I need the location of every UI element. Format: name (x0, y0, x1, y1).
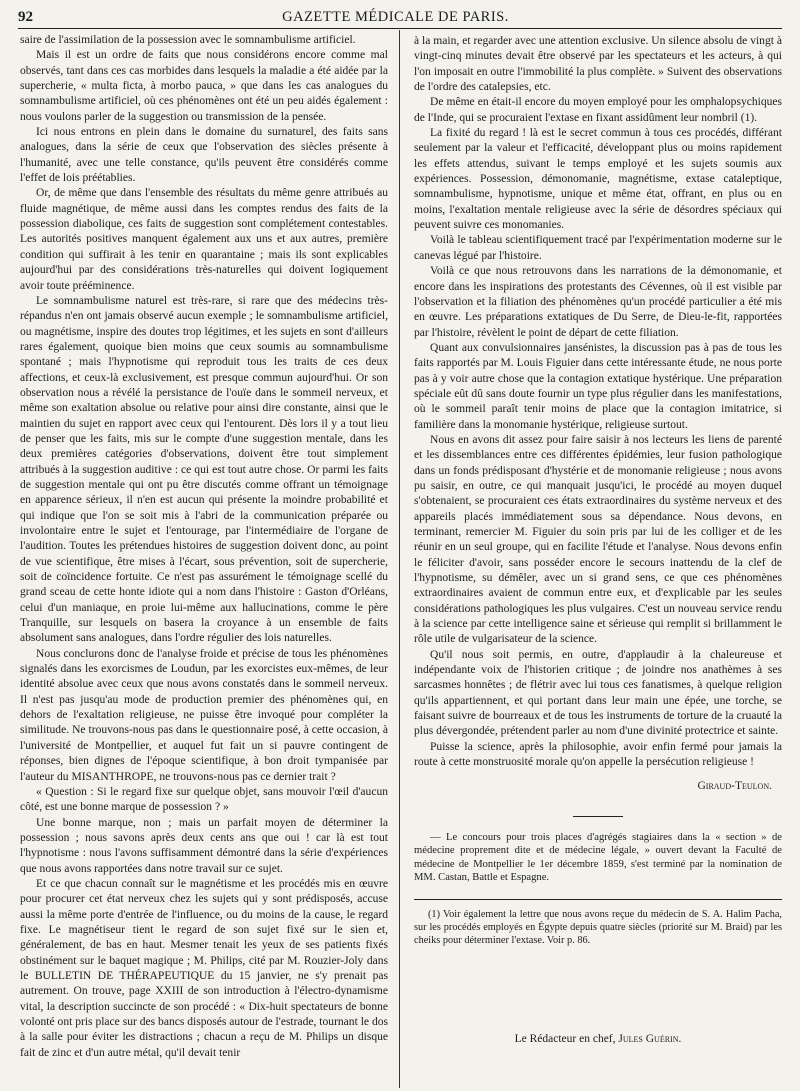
announcement: — Le concours pour trois places d'agrégés stagiaires dans la « section » de médecine proprement dite et de médecine légale, » ouvert devant la Faculté de médecine de Montpellier le 1er décembre 1859, s'est terminé par la nomination de MM. Castan, Battle et Espagne. (414, 831, 782, 884)
right-column (414, 34, 782, 947)
page-number: 92 (18, 8, 33, 25)
author-signature: Giraud-Teulon. (697, 779, 772, 792)
paragraph: Le somnambulisme naturel est très-rare, si rare que des médecins très-répandus n'en ont jamais observé aucun exemple ; le somnambulisme artificiel, ou magnétisme, inspire des doutes trop légitimes, et les sujets en sont d'ailleurs rares également, quoique bien moins que ceux soumis au somnambulisme spontané ; mais l'hypnotisme qui reproduit tous les traits de ces deux affections, et ceux-là exclusivement, est presque commun aujourd'hui. Or son observation nous a révélé la persistance de l'ouïe dans le sommeil nerveux, et même son exaltation absolue ou relative pour ainsi dire constante, ainsi que le maintien du sujet en rapport avec ceux qui l'entourent. Dès lors il y a tout lieu de penser que les faits, mis sur le compte d'une suggestion mentale, dans les deux premières catégories d'observations, doivent être tout simplement attribués à la suggestion auditive : ce qui est tout autre chose. Or parmi les faits de suggestion mentale qui ont pu être discutés comme offrant un témoignage en apparence sérieux, il n'en est aucun qui présente la moindre probabilité et qui indique que l'on se soit mis à l'abri de la communication préparée ou involontaire entre le sujet et l'entourage, par l'intermédiaire de l'organe de l'audition. Toutes les prétendues histoires de suggestion doivent donc, au point de vue scientifique, être mises à l'écart, sous prévention, soit de supercherie, soit de coïncidence fortuite. Ce n'est pas assurément le témoignage scellé du grand sceau de cette honte idiote qui a nom dans l'histoire : Gaston d'Orléans, celui d'un maniaque, en proie lui-même aux hallucinations, comme le père Tranquille, sur lesquels on basera la croyance à un ensemble de faits absolument sans analogues, dans l'ordre régulier des lois naturelles. (20, 294, 388, 645)
paragraph: Une bonne marque, non ; mais un parfait moyen de déterminer la possession ; nous savons après deux cents ans que oui ! car là est tout l'hypnotisme : nous l'avons suffisamment démontré dans la série d'expériences que nous avons rapportées dans notre travail sur ce sujet. (20, 816, 388, 875)
paragraph: Voilà ce que nous retrouvons dans les narrations de la démonomanie, et encore dans les inspirations des protestants des Cévennes, où il est visible par l'observation et la filiation des phénomènes qu'un procédé particulier a été mis en œuvre. Les préparations extatiques de Du Serre, de Dieu-le-fit, rapportées par l'histoire, révèlent le point de départ de cette filiation. (414, 265, 782, 339)
paragraph: Quant aux convulsionnaires jansénistes, la discussion pas à pas de tous les faits rapportés par M. Louis Figuier dans cette intéressante étude, ne nous porte pas à y voir autre chose que la contagion extatique hystérique. Une préparation spéciale eût dû sans doute fournir un type plus régulier dans les manifestations, où le sommeil paraît tenir moins de place que la contagion imitatrice, si familière dans la monomanie hystérique, religieuse surtout. (414, 341, 782, 431)
column-divider (399, 30, 400, 1088)
paragraph: Voilà le tableau scientifiquement tracé par l'expérimentation moderne sur le canevas légué par l'histoire. (414, 234, 782, 262)
left-column (20, 33, 388, 1061)
editor-label: Le Rédacteur en chef, (514, 1033, 616, 1045)
footnote: (1) Voir également la lettre que nous avons reçue du médecin de S. A. Halim Pacha, sur les procédés employés en Égypte depuis quatre siècles (priorité sur M. Braid) par les cheiks pour déterminer l'extase. Voir p. 86. (414, 908, 782, 947)
journal-title: GAZETTE MÉDICALE DE PARIS. (282, 8, 509, 25)
paragraph: Qu'il nous soit permis, en outre, d'applaudir à la chaleureuse et indépendante voix de l'historien critique ; de joindre nos anathèmes à ses sarcasmes honnêtes ; de flétrir avec lui tous ces fanatismes, à quelque religion qu'ils appartiennent, et qui portant dans leur main une épée, une torche, se faisant suivre de bourreaux et de tous les instruments de torture de la cruauté la plus dévergondée, prétendent parler au nom d'une divinité protectrice et sainte. (414, 648, 782, 738)
editor-line (414, 1033, 782, 1045)
footnote-rule (414, 899, 782, 900)
paragraph: saire de l'assimilation de la possession avec le somnambulisme artificiel. (20, 34, 356, 46)
paragraph: La fixité du regard ! là est le secret commun à tous ces procédés, différant seulement par la valeur et l'efficacité, développant plus ou moins rapidement les effets attendus, suivant le temps employé et les sujets soumis aux expériences. Possession, démonomanie, magnétisme, extase cataleptique, somnambulisme, hypnotisme, unique et même état, offrant, en plus ou en moins, l'exaltation mentale religieuse avec la série de désordres spéciaux qui peuvent suivre ces monomanies. (414, 127, 782, 232)
paragraph: Puisse la science, après la philosophie, avoir enfin fermé pour jamais la route à cette monstruosité morale qu'on appelle la persécution religieuse ! (414, 740, 782, 769)
quoted-question: « Question : Si le regard fixe sur quelque objet, sans mouvoir l'œil d'aucun côté, est une bonne marque de possession ? » (20, 785, 388, 814)
editor-name: Jules Guérin. (618, 1033, 682, 1045)
paragraph: Nous conclurons donc de l'analyse froide et précise de tous les phénomènes signalés dans les exorcismes de Loudun, par les exorcistes eux-mêmes, de leur identité absolue avec ceux que nous avons constatés dans le sommeil nerveux. Il n'est pas jusqu'au mode de production premier des phénomènes qui, en dehors de l'exaltation religieuse, ne puisse être invoqué pour compléter la similitude. Ne trouvons-nous pas dans le questionnaire posé, à cette occasion, à l'université de Montpellier, et auquel fut fait un si pauvre contingent de réponses, bien dignes de l'époque scientifique, à bon droit tympanisée par l'auteur du MISANTHROPE, ne trouvons-nous pas ce dernier trait ? (20, 647, 388, 783)
paragraph: à la main, et regarder avec une attention exclusive. Un silence absolu de vingt à vingt-cinq minutes devait être observé par les spectateurs et les acteurs, à qui l'on imposait en outre l'immobilité la plus complète. » Suivent des observations de l'ordre des catalepsies, etc. (414, 35, 782, 94)
paragraph: Ici nous entrons en plein dans le domaine du surnaturel, des faits sans analogues, dans la série de ceux que l'observation des siècles présente à l'humanité, avec une telle constance, qu'ils peuvent être considérés comme l'effet de lois préétablies. (20, 126, 388, 185)
paragraph: Nous en avons dit assez pour faire saisir à nos lecteurs les liens de parenté et les dissemblances entre ces différentes épidémies, leur fusion pathologique dans un fonds prédisposant d'hystérie et de monomanie religieuse ; nous avons pu saisir, en outre, ce qui manquait jusqu'ici, le procédé au moyen duquel s'obtenaient, se procuraient ces états extraordinaires du système nerveux et des appareils placés immédiatement sous sa dépendance. Nous devons, en terminant, remercier M. Figuier du soin pris par lui de les colliger et de les réunir en un seul groupe, qui en facilite l'étude et l'analyse. Nous devons enfin le féliciter d'avoir, sans posséder encore le secours inattendu de la clef de l'hypnotisme, su démêler, avec un si grand sens, ce que ces phénomènes extraordinaires avaient de commun entre eux, et d'explicable par les seules considérations pathologiques les plus vulgaires. C'est un nouveau service rendu à la science par cette intelligence saine et sérieuse qui remplit si brillamment le rôle utile de vulgarisateur de la science. (414, 433, 782, 646)
paragraph: Or, de même que dans l'ensemble des résultats du même genre attribués au fluide magnétique, de même aussi dans les comptes rendus des faits de la possession diabolique, ces faits de suggestion sont complétement contestables. Les autorités positives manquent également aux uns et aux autres, première condition qui suffirait à les tenir en quarantaine ; mais ils sont explicables aujourd'hui par des considérations très-naturelles qui doivent logiquement avoir toute prééminence. (20, 187, 388, 292)
paragraph: Et ce que chacun connaît sur le magnétisme et les procédés mis en œuvre pour procurer cet état nerveux chez les sujets qui y sont prédisposés, accuse aussi la même porte d'entrée de l'influence, ou du moins de la cause, le regard fixe. Le magnétiseur tient le regard de son sujet fixé sur le sien et, généralement, de bas en haut. Mesmer tenait les yeux de ses patients fixés obstinément sur le baquet magique ; M. Philips, cité par M. Rouzier-Joly dans le BULLETIN DE THÉRAPEUTIQUE du 15 janvier, ne s'y prenait pas autrement. On trouve, page XXIII de son introduction à l'électro-dynamisme vital, la description succincte de son procédé : « Dix-huit spectateurs de bonne volonté ont pris place sur des bancs disposés autour de l'estrade, tournant le dos à la salle pour éviter les distractions ; chacun a reçu de M. Philips un disque fait de zinc et d'un autre métal, qu'il devait tenir (20, 877, 388, 1059)
paragraph: De même en était-il encore du moyen employé pour les omphalopsychiques de l'Inde, qui se procuraient l'extase en fixant assidûment leur nombril (1). (414, 96, 782, 124)
page-header (18, 6, 782, 29)
paragraph: Mais il est un ordre de faits que nous considérons encore comme mal observés, tant dans ces cas morbides dans lesquels la maladie a été aidée par la supercherie, « multa ficta, à morbo pauca, » que dans les cas analogues du somnambulisme artificiel, où ces phénomènes ont été un peu aidés également : nous voulons parler de la suggestion ou transmission de la pensée. (20, 49, 388, 123)
section-rule (573, 816, 623, 817)
